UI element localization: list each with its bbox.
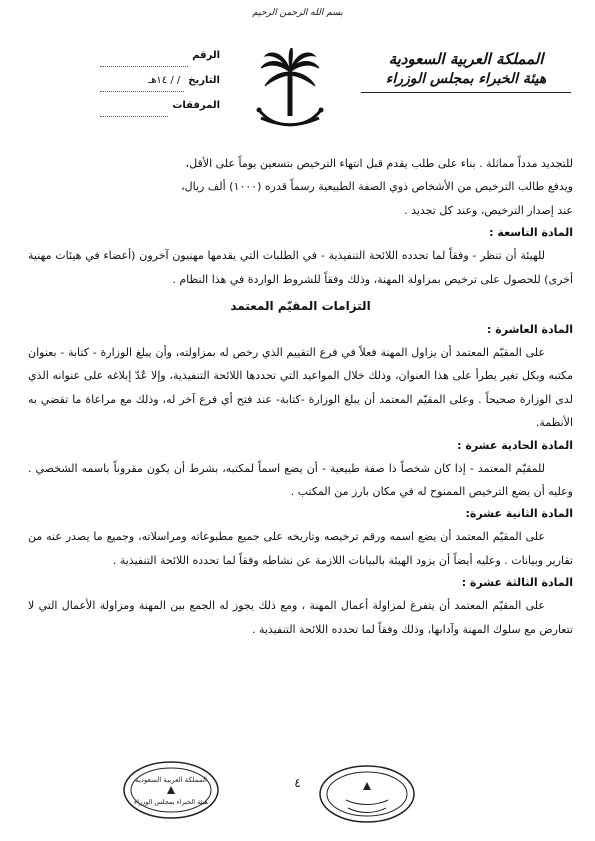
body-paragraph: للهيئة أن تنظر - وفقاً لما تحدده اللائحة التنفيذية - في الطلبات التي يقدمها مهنيون آخرون (أعضاء في هيئات مهنية أخرى) للحصول على ترخيص بمزاولة المهنة، وذلك وفقاً للشروط الواردة في هذا النظام . — [28, 249, 573, 286]
article-heading: المادة الثانية عشرة: — [465, 507, 573, 521]
article-heading: المادة الحادية عشرة : — [457, 438, 573, 452]
seal-text-top: المملكة العربية السعودية — [135, 776, 207, 784]
body-paragraph: للمقيّم المعتمد - إذا كان شخصاً ذا صفة طبيعية - أن يضع اسماً لمكتبه، بشرط أن يكون مقروناً باسمه الشخصي . وعليه أن يضع الترخيص الممنوح له في مكان بارز من المكتب . — [28, 461, 573, 499]
document-meta — [100, 50, 220, 125]
seal-text-bottom: هيئة الخبراء بمجلس الوزراء — [134, 798, 208, 806]
section-title: التزامات المقيّم المعتمد — [230, 299, 371, 314]
basmala: بسم الله الرحمن الرحيم — [252, 8, 343, 18]
official-seal-icon — [318, 764, 416, 824]
article-heading: المادة العاشرة : — [487, 323, 573, 337]
official-seal-icon — [122, 760, 220, 820]
letterhead-names — [351, 50, 581, 93]
body-paragraph: على المقيّم المعتمد أن يزاول المهنة فعلاً في فرع التقييم الذي رخص له بمزاولته، وأن يبلغ الوزارة - كتابة - بعنوان مكتبه وبكل تغير يطرأ على هذا العنوان، وذلك خلال المواعيد التي تحددها اللائحة التنفيذية، وإلا عُدّ إبلاغه على عنوانه الذي لدى الوزارة صحيحاً . وعلى المقيّم المعتمد أن يبلغ الوزارة -كتابة- عند فتح أي فرع آخر له، وذلك مع مراعاة ما تقضي به الأنظمة. — [28, 346, 573, 430]
authority-name: هيئة الخبراء بمجلس الوزراء — [385, 71, 547, 87]
body-paragraph: على المقيّم المعتمد أن يضع اسمه ورقم ترخيصه وتاريخه على جميع مطبوعاته ومراسلاته، وجميع ما يصدر عنه من تقارير وبيانات . وعليه أيضاً أن يزود الهيئة بالبيانات اللازمة عن نشاطه وفقاً لما تحدده اللائحة التنفيذية . — [28, 530, 573, 567]
ref-label: الرقم — [192, 50, 220, 61]
kingdom-name: المملكة العربية السعودية — [388, 50, 544, 68]
date-label: التاريخ — [188, 75, 220, 86]
body-paragraph: ويدفع طالب الترخيص من الأشخاص ذوي الصفة الطبيعية رسماً قدره (١٠٠٠) ألف ريال، — [181, 180, 573, 194]
attachments-row — [100, 100, 220, 125]
ref-value — [100, 50, 188, 67]
body-paragraph: للتجديد مدداً مماثلة . بناء على طلب يقدم قبل انتهاء الترخيص بتسعين يوماً على الأقل، — [185, 157, 573, 170]
article-heading: المادة الثالثة عشرة : — [461, 576, 573, 590]
document-body — [28, 152, 573, 641]
body-paragraph: على المقيّم المعتمد أن يتفرغ لمزاولة أعمال المهنة ، ومع ذلك يجوز له الجمع بين المهنة ومزاولة الأعمال التي لا تتعارض مع سلوك المهنة وآدابها، وذلك وفقاً لما تحدده اللائحة التنفيذية . — [28, 599, 573, 636]
saudi-emblem-icon — [255, 48, 325, 138]
attachments-value — [100, 100, 168, 117]
date-value: / / ١٤هـ — [100, 75, 184, 92]
letterhead-divider — [361, 92, 571, 93]
attachments-label: المرفقات — [172, 100, 220, 111]
page-number: ٤ — [294, 776, 301, 790]
body-paragraph: عند إصدار الترخيص، وعند كل تجديد . — [404, 203, 573, 217]
article-heading: المادة التاسعة : — [489, 226, 573, 240]
date-row — [100, 75, 220, 100]
ref-row — [100, 50, 220, 75]
